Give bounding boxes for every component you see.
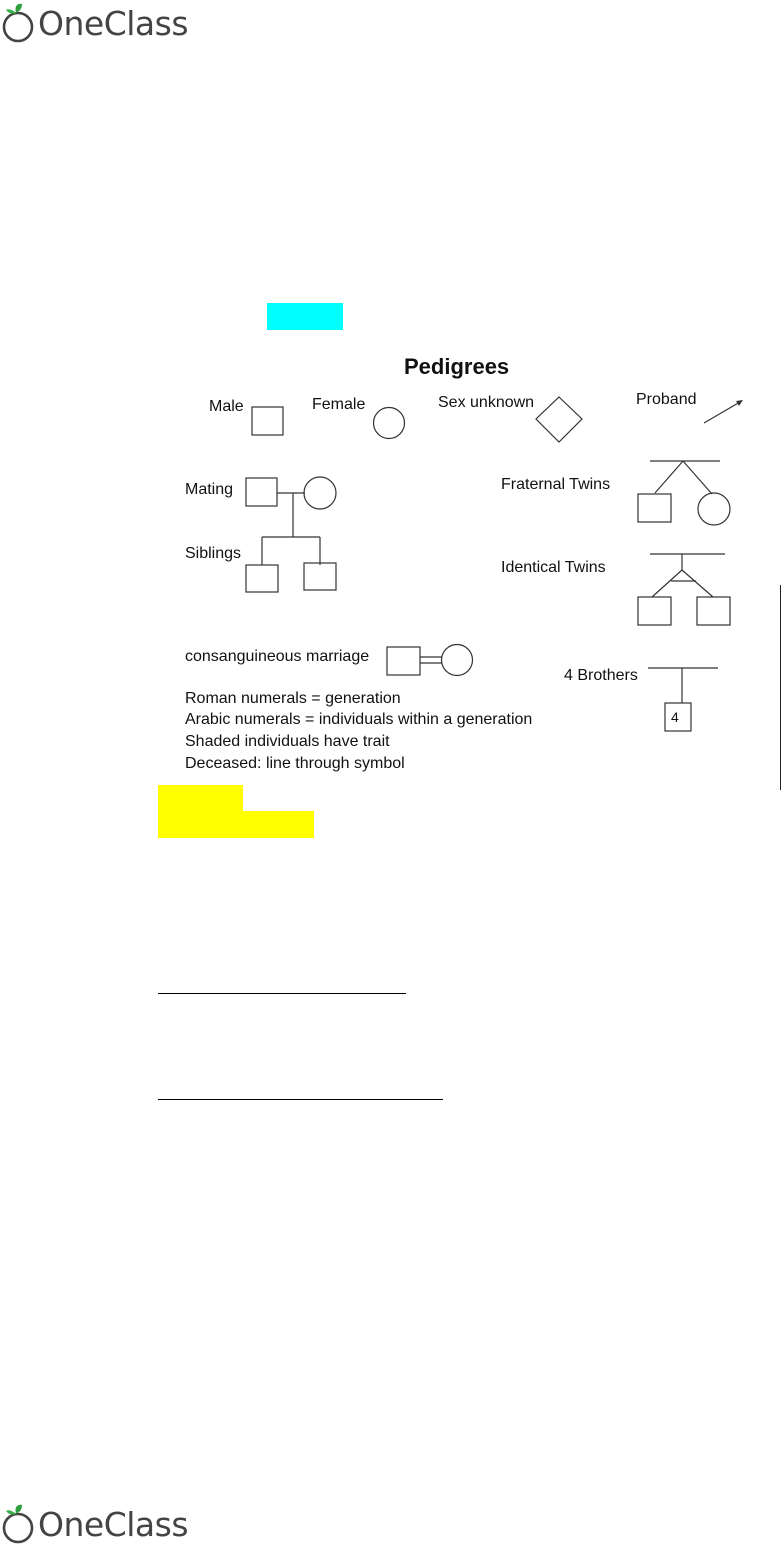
fraternal-twin-left-branch (655, 461, 683, 493)
note-roman-numerals: Roman numerals = generation (185, 690, 401, 707)
figure-title: Pedigrees (404, 354, 510, 379)
identical-twin-square-right-icon (697, 597, 730, 625)
label-consanguineous: consanguineous marriage (185, 648, 370, 665)
label-fraternal-twins: Fraternal Twins (501, 476, 611, 493)
proband-arrow-line (704, 402, 740, 423)
identical-twin-square-left-icon (638, 597, 671, 625)
female-circle-icon (374, 408, 405, 439)
identical-twin-left-branch (652, 570, 682, 597)
logo-ring-icon (0, 1503, 40, 1547)
fraternal-twin-circle-icon (698, 493, 730, 525)
identical-twin-right-branch (682, 570, 713, 597)
logo-wordmark: OneClass (38, 1505, 189, 1544)
mating-male-square-icon (246, 478, 277, 506)
four-brothers-count: 4 (671, 709, 679, 725)
label-sex-unknown: Sex unknown (438, 394, 535, 411)
label-proband: Proband (636, 391, 697, 408)
male-square-icon (252, 407, 283, 435)
sex-unknown-diamond-icon (536, 397, 582, 442)
label-mating: Mating (185, 481, 234, 498)
note-deceased: Deceased: line through symbol (185, 755, 405, 772)
mating-female-circle-icon (304, 477, 336, 509)
label-female: Female (312, 396, 366, 413)
proband-arrow-icon (736, 400, 743, 406)
label-male: Male (209, 398, 244, 415)
sibling-square-right-icon (304, 563, 336, 590)
sibling-square-left-icon (246, 565, 278, 592)
fraternal-twin-square-icon (638, 494, 671, 522)
consanguineous-male-square-icon (387, 647, 420, 675)
logo-wordmark: OneClass (38, 4, 189, 43)
oneclass-logo-bottom (0, 1503, 188, 1547)
consanguineous-female-circle-icon (442, 645, 473, 676)
note-arabic-numerals: Arabic numerals = individuals within a generation (185, 711, 533, 728)
fraternal-twin-right-branch (683, 461, 712, 494)
label-four-brothers: 4 Brothers (564, 667, 638, 684)
note-shaded-individuals: Shaded individuals have trait (185, 733, 390, 750)
label-identical-twins: Identical Twins (501, 559, 606, 576)
label-siblings: Siblings (185, 545, 242, 562)
